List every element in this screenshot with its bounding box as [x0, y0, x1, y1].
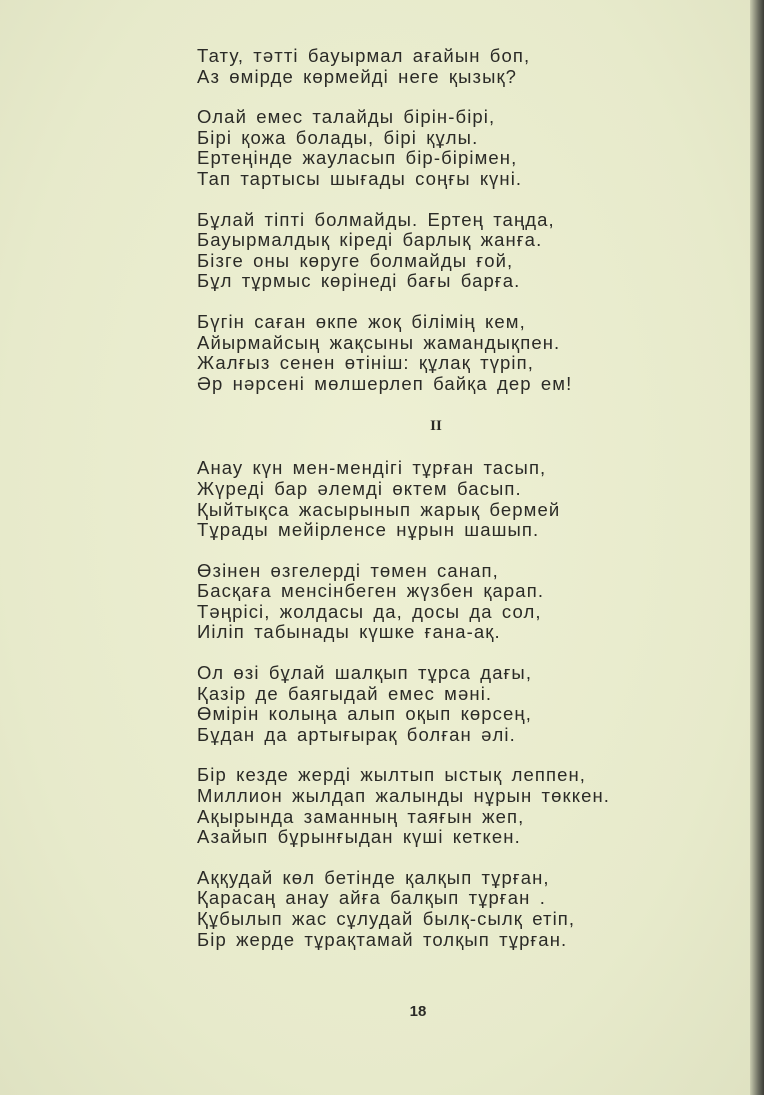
poem-line: Анау күн мен-мендігі тұрған тасып,	[197, 457, 547, 479]
poem-line: Ақырында заманның таяғын жеп,	[197, 805, 525, 827]
poem-line: Бүгін саған өкпе жоқ білімің кем,	[197, 310, 526, 332]
page-number: 18	[409, 1003, 427, 1020]
poem-line: Айырмайсың жақсыны жамандықпен.	[197, 331, 561, 353]
poem-line: Басқаға менсінбеген жүзбен қарап.	[197, 580, 545, 602]
poem	[197, 46, 677, 970]
poem-line: Тәңрісі, жолдасы да, досы да сол,	[197, 600, 542, 622]
stanza	[197, 107, 677, 189]
poem-line: Бұдан да артығырақ болған әлі.	[197, 723, 516, 745]
poem-line: Бұлай тіпті болмайды. Ертең таңда,	[197, 208, 555, 230]
poem-line: Бұл тұрмыс көрінеді бағы барға.	[197, 270, 521, 292]
poem-line: Иіліп табынады күшке ғана-ақ.	[197, 621, 501, 643]
poem-line: Аз өмірде көрмейді неге қызық?	[197, 65, 518, 87]
poem-line: Жалғыз сенен өтініш: құлақ түріп,	[197, 352, 535, 374]
poem-line: Тату, тәтті бауырмал ағайын боп,	[197, 45, 531, 66]
stanza	[197, 210, 677, 292]
poem-line: Олай емес талайды бірін-бірі,	[197, 106, 496, 128]
poem-line: Жүреді бар әлемді өктем басып.	[197, 477, 522, 499]
stanza	[197, 561, 677, 643]
stanza	[197, 46, 677, 87]
poem-line: Ертеңінде жауласып бір-бірімен,	[197, 147, 518, 169]
poem-line: Өзінен өзгелерді төмен санап,	[197, 559, 499, 581]
poem-line: Ол өзі бұлай шалқып тұрса дағы,	[197, 662, 533, 684]
section-heading: II	[430, 418, 442, 435]
poem-line: Тап тартысы шығады соңғы күні.	[197, 167, 523, 189]
stanza	[197, 663, 677, 745]
poem-line: Құбылып жас сұлудай былқ-сылқ етіп,	[197, 908, 576, 929]
stanza	[197, 765, 677, 847]
poem-line: Қазір де баягыдай емес мәні.	[197, 682, 493, 704]
poem-line: Тұрады мейірленсе нұрын шашып.	[197, 519, 540, 541]
poem-line: Миллион жылдап жалынды нұрын төккен.	[197, 785, 611, 807]
poem-line: Бір кезде жерді жылтып ыстық леппен,	[197, 764, 587, 786]
poem-line: Әр нәрсені мөлшерлеп байқа дер ем!	[197, 372, 573, 394]
stanza	[197, 312, 677, 394]
poem-line: Бірі қожа болады, бірі құлы.	[197, 126, 479, 148]
poem-line: Аққудай көл бетінде қалқып тұрған,	[197, 866, 550, 888]
poem-line: Қыйтықса жасырынып жарық бермей	[197, 498, 561, 520]
poem-line: Бізге оны көруге болмайды ғой,	[197, 249, 514, 271]
poem-line: Өмірін колыңа алып оқып көрсең,	[197, 703, 532, 725]
poem-line: Бір жерде тұрақтамай толқып тұрған.	[197, 928, 568, 950]
poem-line: Бауырмалдық кіреді барлық жанға.	[197, 229, 543, 251]
poem-line: Қарасаң анау айға балқып тұрған .	[197, 887, 546, 909]
poem-line: Азайып бұрынғыдан күші кеткен.	[197, 826, 521, 848]
page-edge-shadow	[750, 0, 764, 1095]
stanza	[197, 458, 677, 540]
stanza	[197, 868, 677, 950]
